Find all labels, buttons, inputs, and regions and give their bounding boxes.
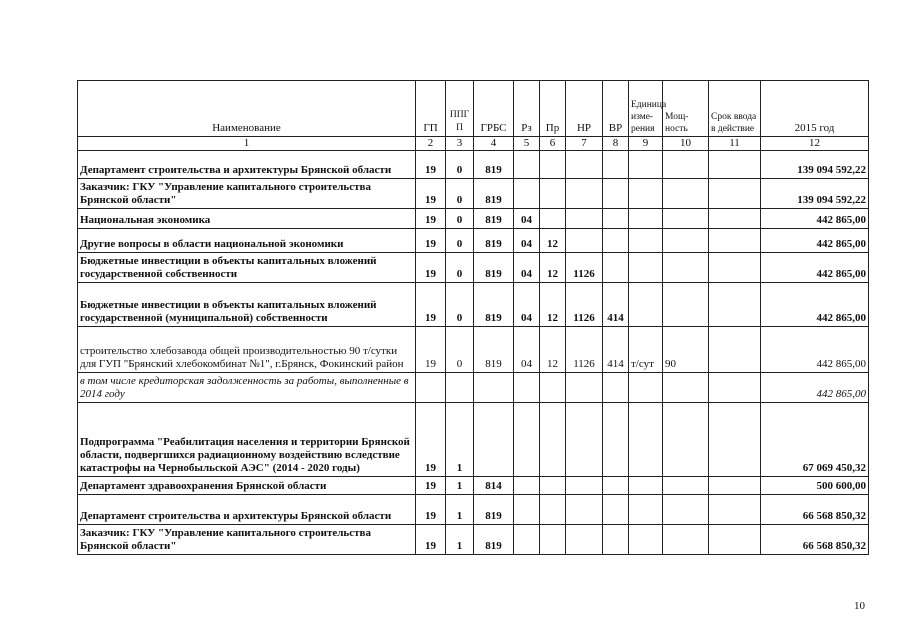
row-rz: [514, 403, 540, 477]
row-nr: [566, 525, 603, 555]
col-number: 6: [540, 137, 566, 151]
table-row: [78, 179, 869, 209]
row-unit: [629, 179, 663, 209]
row-power: [663, 403, 709, 477]
col-number: 10: [663, 137, 709, 151]
row-vr: 414: [603, 283, 629, 327]
row-vr: [603, 373, 629, 403]
row-term: [709, 253, 761, 283]
header-ppgp: ППГП: [446, 81, 474, 137]
row-vr: [603, 179, 629, 209]
col-number: 9: [629, 137, 663, 151]
row-power: 90: [663, 327, 709, 373]
row-pr: 12: [540, 327, 566, 373]
row-power: [663, 179, 709, 209]
row-nr: [566, 229, 603, 253]
column-number-row: [78, 137, 869, 151]
row-term: [709, 229, 761, 253]
row-rz: 04: [514, 229, 540, 253]
row-ppgp: 1: [446, 477, 474, 495]
row-rz: 04: [514, 209, 540, 229]
table-body: [78, 151, 869, 555]
row-term: [709, 283, 761, 327]
col-number: 12: [761, 137, 869, 151]
row-term: [709, 151, 761, 179]
row-gp: 19: [416, 495, 446, 525]
row-gp: 19: [416, 525, 446, 555]
row-name: Национальная экономика: [78, 209, 416, 229]
row-amount: 67 069 450,32: [761, 403, 869, 477]
row-pr: [540, 403, 566, 477]
row-ppgp: 0: [446, 327, 474, 373]
row-gp: 19: [416, 327, 446, 373]
row-vr: [603, 525, 629, 555]
row-nr: [566, 373, 603, 403]
header-name: Наименование: [78, 81, 416, 137]
row-ppgp: 0: [446, 179, 474, 209]
row-term: [709, 209, 761, 229]
page-number: 10: [854, 600, 865, 612]
row-power: [663, 253, 709, 283]
row-name: Бюджетные инвестиции в объекты капитальных вложений государственной собственности: [78, 253, 416, 283]
row-amount: 139 094 592,22: [761, 179, 869, 209]
table-row: [78, 283, 869, 327]
row-ppgp: 0: [446, 151, 474, 179]
row-pr: [540, 477, 566, 495]
row-power: [663, 209, 709, 229]
row-rz: [514, 477, 540, 495]
row-grbs: 819: [474, 525, 514, 555]
row-gp: 19: [416, 403, 446, 477]
row-vr: [603, 209, 629, 229]
row-nr: 1126: [566, 283, 603, 327]
row-grbs: 819: [474, 495, 514, 525]
header-gp: ГП: [416, 81, 446, 137]
row-unit: т/сут: [629, 327, 663, 373]
row-amount: 66 568 850,32: [761, 525, 869, 555]
row-power: [663, 477, 709, 495]
row-gp: 19: [416, 253, 446, 283]
row-grbs: 814: [474, 477, 514, 495]
header-rz: Рз: [514, 81, 540, 137]
row-grbs: [474, 373, 514, 403]
row-nr: [566, 179, 603, 209]
row-term: [709, 373, 761, 403]
row-ppgp: 0: [446, 209, 474, 229]
row-gp: 19: [416, 477, 446, 495]
row-ppgp: [446, 373, 474, 403]
row-gp: 19: [416, 209, 446, 229]
row-grbs: 819: [474, 151, 514, 179]
row-vr: [603, 477, 629, 495]
row-amount: 442 865,00: [761, 209, 869, 229]
row-pr: [540, 179, 566, 209]
row-name: Бюджетные инвестиции в объекты капитальных вложений государственной (муниципальной) собственности: [78, 283, 416, 327]
row-term: [709, 525, 761, 555]
row-nr: 1126: [566, 253, 603, 283]
row-ppgp: 1: [446, 403, 474, 477]
row-gp: [416, 373, 446, 403]
row-amount: 442 865,00: [761, 253, 869, 283]
row-power: [663, 525, 709, 555]
row-term: [709, 477, 761, 495]
header-power: Мощ-ность: [663, 81, 709, 137]
header-year: 2015 год: [761, 81, 869, 137]
row-term: [709, 327, 761, 373]
table-row: [78, 373, 869, 403]
row-rz: 04: [514, 253, 540, 283]
row-pr: 12: [540, 229, 566, 253]
row-name: Департамент здравоохранения Брянской области: [78, 477, 416, 495]
row-nr: [566, 151, 603, 179]
row-name: Департамент строительства и архитектуры Брянской области: [78, 495, 416, 525]
row-name: Заказчик: ГКУ "Управление капитального строительства Брянской области": [78, 525, 416, 555]
row-ppgp: 0: [446, 229, 474, 253]
row-name: в том числе кредиторская задолженность за работы, выполненные в 2014 году: [78, 373, 416, 403]
row-unit: [629, 151, 663, 179]
row-power: [663, 151, 709, 179]
row-gp: 19: [416, 229, 446, 253]
row-grbs: 819: [474, 327, 514, 373]
row-amount: 442 865,00: [761, 229, 869, 253]
row-rz: [514, 151, 540, 179]
row-nr: 1126: [566, 327, 603, 373]
header-grbs: ГРБС: [474, 81, 514, 137]
table-row: [78, 327, 869, 373]
row-rz: [514, 373, 540, 403]
row-power: [663, 283, 709, 327]
table-row: [78, 151, 869, 179]
row-name: строительство хлебозавода общей производительностью 90 т/сутки для ГУП "Брянский хлебокомбинат №1", г.Брянск, Фокинский район: [78, 327, 416, 373]
col-number: 2: [416, 137, 446, 151]
row-pr: [540, 373, 566, 403]
row-nr: [566, 477, 603, 495]
table-row: [78, 495, 869, 525]
table-row: [78, 477, 869, 495]
row-ppgp: 1: [446, 495, 474, 525]
row-ppgp: 0: [446, 253, 474, 283]
row-name: Департамент строительства и архитектуры Брянской области: [78, 151, 416, 179]
header-row: [78, 81, 869, 137]
row-unit: [629, 477, 663, 495]
row-pr: 12: [540, 253, 566, 283]
row-grbs: 819: [474, 229, 514, 253]
header-nr: НР: [566, 81, 603, 137]
row-amount: 442 865,00: [761, 283, 869, 327]
row-amount: 139 094 592,22: [761, 151, 869, 179]
col-number: 7: [566, 137, 603, 151]
row-pr: 12: [540, 283, 566, 327]
row-term: [709, 403, 761, 477]
row-grbs: [474, 403, 514, 477]
row-ppgp: 0: [446, 283, 474, 327]
row-nr: [566, 495, 603, 525]
col-number: 11: [709, 137, 761, 151]
row-unit: [629, 209, 663, 229]
row-vr: 414: [603, 327, 629, 373]
row-unit: [629, 403, 663, 477]
row-vr: [603, 495, 629, 525]
row-grbs: 819: [474, 253, 514, 283]
row-term: [709, 495, 761, 525]
row-nr: [566, 209, 603, 229]
row-pr: [540, 525, 566, 555]
row-amount: 500 600,00: [761, 477, 869, 495]
row-amount: 442 865,00: [761, 373, 869, 403]
row-rz: [514, 179, 540, 209]
row-amount: 66 568 850,32: [761, 495, 869, 525]
row-ppgp: 1: [446, 525, 474, 555]
row-vr: [603, 403, 629, 477]
col-number: 3: [446, 137, 474, 151]
row-unit: [629, 283, 663, 327]
table-row: [78, 229, 869, 253]
table-row: [78, 253, 869, 283]
table-row: [78, 209, 869, 229]
row-grbs: 819: [474, 179, 514, 209]
table-row: [78, 403, 869, 477]
row-unit: [629, 373, 663, 403]
header-unit: Единица изме-рения: [629, 81, 663, 137]
row-gp: 19: [416, 151, 446, 179]
row-grbs: 819: [474, 209, 514, 229]
row-rz: 04: [514, 283, 540, 327]
header-pr: Пр: [540, 81, 566, 137]
col-number: 1: [78, 137, 416, 151]
header-term: Срок ввода в действие: [709, 81, 761, 137]
row-pr: [540, 151, 566, 179]
budget-table: [77, 80, 869, 555]
row-name: Другие вопросы в области национальной экономики: [78, 229, 416, 253]
row-unit: [629, 229, 663, 253]
row-power: [663, 229, 709, 253]
row-gp: 19: [416, 179, 446, 209]
row-vr: [603, 151, 629, 179]
row-unit: [629, 525, 663, 555]
row-rz: [514, 525, 540, 555]
row-pr: [540, 495, 566, 525]
row-pr: [540, 209, 566, 229]
row-unit: [629, 253, 663, 283]
row-vr: [603, 253, 629, 283]
row-nr: [566, 403, 603, 477]
row-amount: 442 865,00: [761, 327, 869, 373]
row-rz: [514, 495, 540, 525]
row-vr: [603, 229, 629, 253]
row-rz: 04: [514, 327, 540, 373]
row-power: [663, 495, 709, 525]
header-vr: ВР: [603, 81, 629, 137]
row-name: Подпрограмма "Реабилитация населения и территории Брянской области, подвергшихся радиационному воздействию вследствие катастрофы на Чернобыльской АЭС" (2014 - 2020 годы): [78, 403, 416, 477]
row-unit: [629, 495, 663, 525]
row-term: [709, 179, 761, 209]
col-number: 4: [474, 137, 514, 151]
col-number: 5: [514, 137, 540, 151]
row-name: Заказчик: ГКУ "Управление капитального строительства Брянской области": [78, 179, 416, 209]
row-grbs: 819: [474, 283, 514, 327]
row-power: [663, 373, 709, 403]
table-row: [78, 525, 869, 555]
col-number: 8: [603, 137, 629, 151]
row-gp: 19: [416, 283, 446, 327]
